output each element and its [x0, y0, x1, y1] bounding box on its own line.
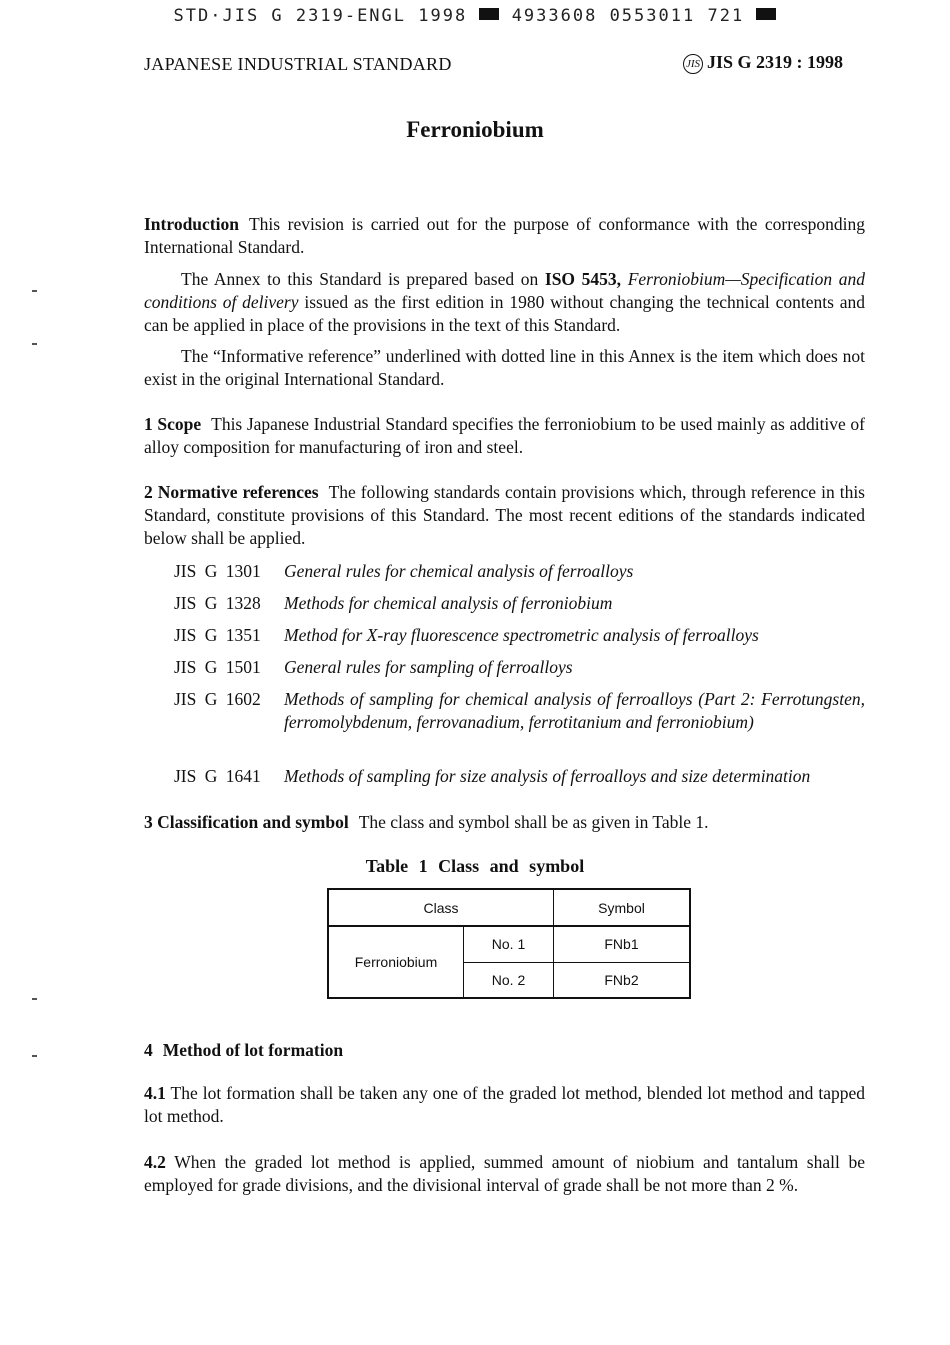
section-number: 1 — [144, 414, 153, 434]
iso-title: Ferroniobium—Specification and conditions of delivery — [144, 269, 866, 312]
section-number: 4 — [144, 1040, 153, 1060]
reference-item — [174, 656, 865, 679]
reference-code: JIS G 1602 — [174, 689, 261, 709]
section-number: 2 — [144, 482, 153, 502]
section-heading: Method of lot formation — [162, 1040, 344, 1060]
standard-number: JIS G 2319 : 1998 — [707, 52, 844, 72]
table-cell-grade: No. 2 — [464, 962, 554, 998]
reference-title: Methods of sampling for size analysis of ferroalloys and size determination — [284, 766, 811, 786]
reference-title: Methods for chemical analysis of ferroniobium — [284, 593, 613, 613]
reference-item — [174, 592, 865, 615]
table-cell-symbol: FNb1 — [554, 926, 691, 962]
iso-reference: ISO 5453, — [544, 269, 622, 289]
reference-code: JIS G 1301 — [174, 561, 261, 581]
section-heading: Normative references — [157, 482, 319, 502]
intro-paragraph-3: The “Informative reference” underlined with dotted line in this Annex is the item which does not exist in the original International Standard. — [144, 346, 865, 389]
intro-paragraph-1 — [144, 213, 865, 259]
class-symbol-table — [327, 888, 691, 999]
intro-text-1: This revision is carried out for the purpose of conformance with the corresponding International Standard. — [144, 214, 865, 257]
clause-4-1 — [144, 1082, 865, 1128]
jis-mark-icon: JIS — [683, 54, 703, 74]
clause-number: 4.2 — [144, 1152, 166, 1172]
reference-code: JIS G 1501 — [174, 657, 261, 677]
table-cell-symbol: FNb2 — [554, 962, 691, 998]
stamp-block-icon — [756, 8, 776, 20]
intro-text-2b: issued as the first edition in 1980 without changing the technical contents and can be applied in place of the provisions in the text of this Standard. — [144, 292, 865, 335]
scan-speck — [32, 343, 37, 345]
page-title: Ferroniobium — [406, 117, 544, 142]
section-heading: Scope — [157, 414, 202, 434]
clause-4-2 — [144, 1151, 865, 1197]
section-4-lot-formation — [144, 1039, 865, 1062]
intro-heading: Introduction — [144, 214, 239, 234]
header-standard-number — [683, 52, 843, 74]
section-number: 3 — [144, 812, 153, 832]
clause-text: When the graded lot method is applied, summed amount of niobium and tantalum shall be employed for grade divisions, and the divisional interval of grade shall be not more than 2 %. — [144, 1152, 865, 1195]
table-caption: Table 1 Class and symbol — [365, 856, 585, 876]
section-1-scope — [144, 413, 865, 459]
reference-code: JIS G 1328 — [174, 593, 261, 613]
reference-item — [174, 560, 865, 583]
section-text: The class and symbol shall be as given in Table 1. — [358, 812, 709, 832]
reference-title: Methods of sampling for chemical analysis of ferroalloys (Part 2: Ferrotungsten, ferromolybdenum, ferrovanadium, ferrotitanium and ferroniobium) — [284, 689, 865, 732]
reference-title: General rules for sampling of ferroalloys — [284, 657, 573, 677]
section-heading: Classification and symbol — [157, 812, 349, 832]
table-cell-grade: No. 1 — [464, 926, 554, 962]
scan-speck — [32, 998, 37, 1000]
reference-code: JIS G 1641 — [174, 766, 261, 786]
document-stamp — [0, 6, 950, 26]
intro-text-2a: The Annex to this Standard is prepared based on — [181, 269, 539, 289]
section-2-normative-references — [144, 481, 865, 550]
table-cell-class-group: Ferroniobium — [328, 926, 464, 998]
section-text: The following standards contain provisions which, through reference in this Standard, constitute provisions of this Standard. The most recent editions of the standards indicated below shall be applied. — [144, 482, 865, 548]
intro-paragraph-2 — [144, 268, 865, 337]
reference-title: Method for X-ray fluorescence spectrometric analysis of ferroalloys — [284, 625, 759, 645]
reference-item — [174, 688, 865, 734]
reference-title: General rules for chemical analysis of ferroalloys — [284, 561, 634, 581]
reference-item — [174, 624, 865, 647]
section-text: This Japanese Industrial Standard specifies the ferroniobium to be used mainly as additive of alloy composition for manufacturing of iron and steel. — [144, 414, 866, 457]
section-3-classification — [144, 811, 865, 834]
scan-speck — [32, 1055, 37, 1057]
stamp-number: 4933608 0553011 — [511, 6, 696, 26]
reference-code: JIS G 1351 — [174, 625, 261, 645]
stamp-code: STD·JIS G 2319-ENGL 1998 — [173, 6, 468, 26]
scan-speck — [32, 290, 37, 292]
reference-item — [174, 765, 865, 788]
table-header-class: Class — [328, 889, 554, 926]
clause-text: The lot formation shall be taken any one of the graded lot method, blended lot method and tapped lot method. — [144, 1083, 865, 1126]
clause-number: 4.1 — [144, 1083, 166, 1103]
stamp-suffix: 721 — [707, 6, 745, 26]
stamp-block-icon — [479, 8, 499, 20]
table-header-symbol: Symbol — [554, 889, 691, 926]
header-standard-name: JAPANESE INDUSTRIAL STANDARD — [144, 54, 452, 74]
